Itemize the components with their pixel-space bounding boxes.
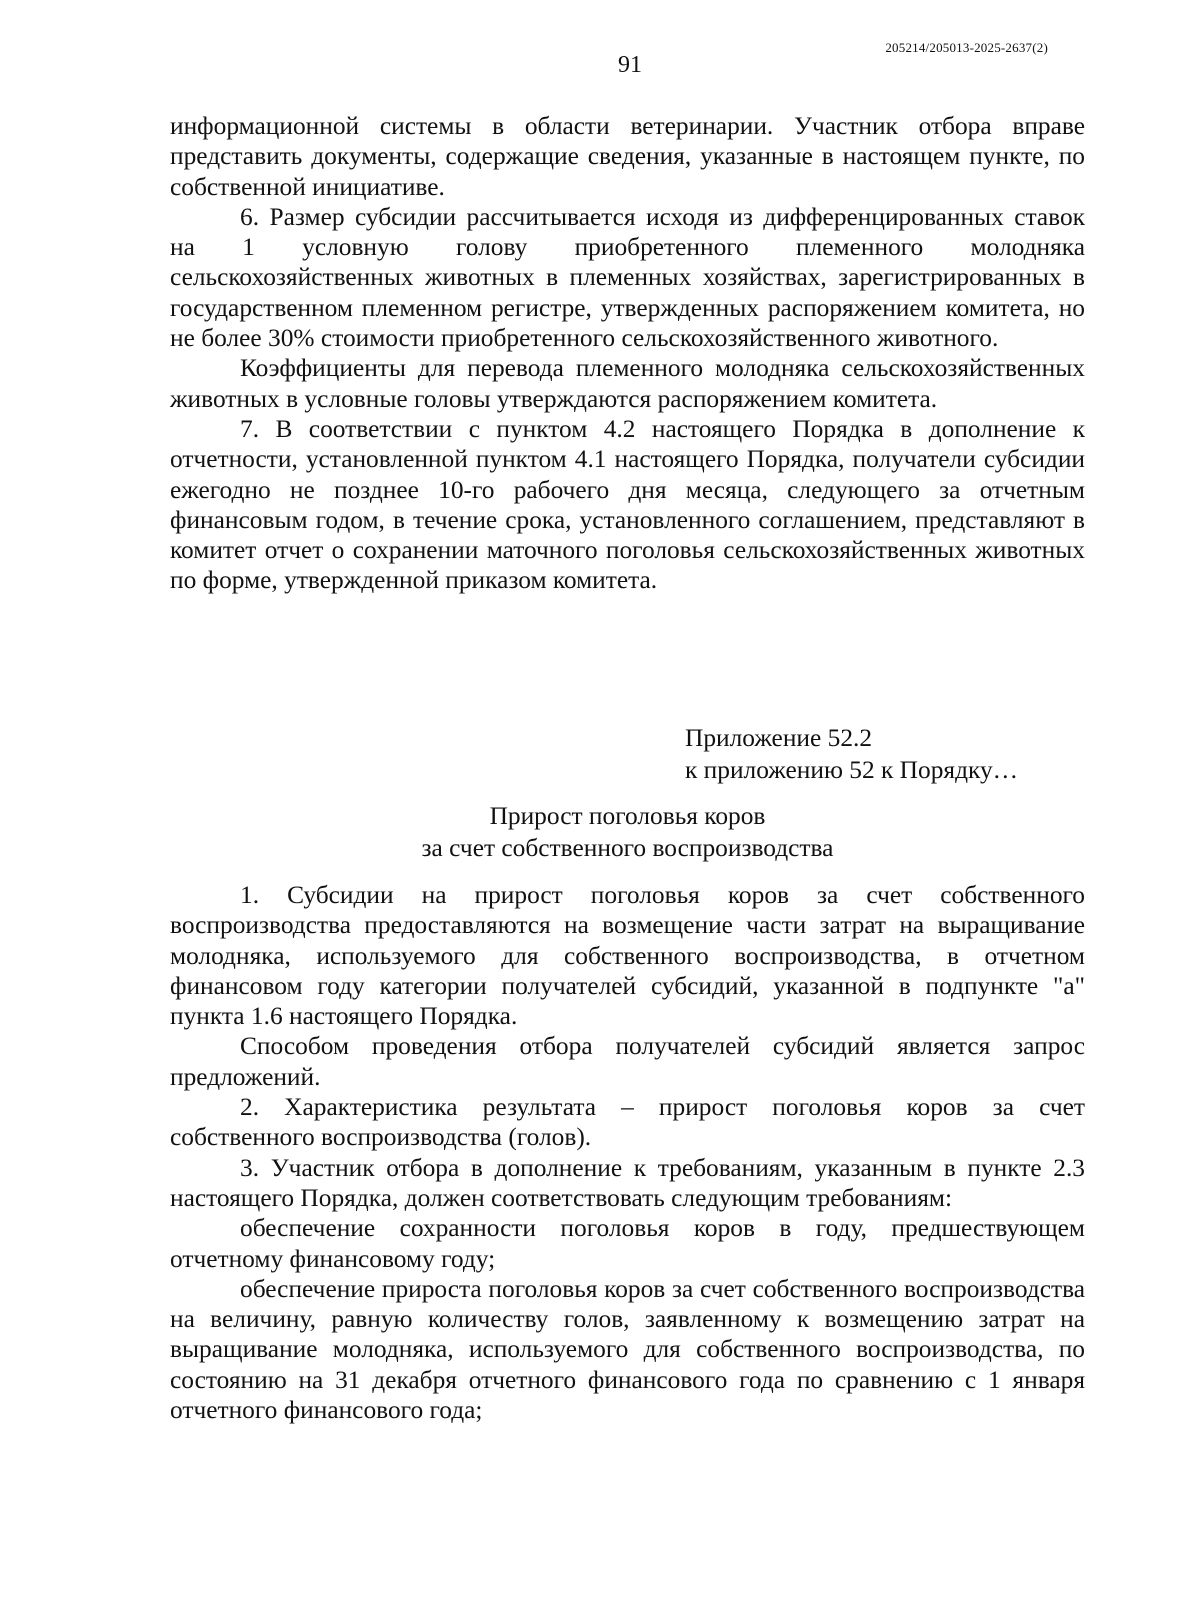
section-title-line-1: Прирост поголовья коров	[489, 802, 766, 830]
paragraph-item-1: 1. Субсидии на прирост поголовья коров за счет собственного воспроизводства предоставляются на возмещение части затрат на выращивание молодняка, используемого для собственного воспроизводства, в отчетном финансовом году категории получателей субсидий, указанной в подпункте "а" пункта 1.6 настоящего Порядка.	[170, 881, 1085, 1031]
paragraph-requirement-1: обеспечение сохранности поголовья коров в году, предшествующем отчетному финансовому году;	[170, 1214, 1085, 1273]
paragraph-item-2: 2. Характеристика результата – прирост поголовья коров за счет собственного воспроизводства (голов).	[170, 1093, 1085, 1152]
appendix-heading	[685, 722, 1018, 786]
paragraph-requirement-2: обеспечение прироста поголовья коров за счет собственного воспроизводства на величину, равную количеству голов, заявленному к возмещению затрат на выращивание молодняка, используемого для собственного воспроизводства, по состоянию на 31 декабря отчетного финансового года по сравнению с 1 января отчетного финансового года;	[170, 1274, 1085, 1425]
body-text-top	[170, 111, 1085, 596]
appendix-line-2: к приложению 52 к Порядку…	[685, 756, 1019, 784]
page-number: 91	[618, 52, 642, 78]
paragraph-continuation: информационной системы в области ветеринарии. Участник отбора вправе представить документы, содержащие сведения, указанные в настоящем пункте, по собственной инициативе.	[170, 112, 1085, 201]
paragraph-item-3: 3. Участник отбора в дополнение к требованиям, указанным в пункте 2.3 настоящего Порядка, должен соответствовать следующим требованиям:	[170, 1153, 1085, 1212]
paragraph-item-6: 6. Размер субсидии рассчитывается исходя из дифференцированных ставок на 1 условную голову приобретенного племенного молодняка сельскохозяйственных животных в племенных хозяйствах, зарегистрированных в государственном племенном регистре, утвержденных распоряжением комитета, но не более 30% стоимости приобретенного сельскохозяйственного животного.	[170, 202, 1085, 353]
paragraph-selection-method: Способом проведения отбора получателей субсидий является запрос предложений.	[170, 1032, 1085, 1091]
paragraph-item-7: 7. В соответствии с пунктом 4.2 настоящего Порядка в дополнение к отчетности, установленной пунктом 4.1 настоящего Порядка, получатели субсидии ежегодно не позднее 10-го рабочего дня месяца, следующего за отчетным финансовым годом, в течение срока, установленного соглашением, представляют в комитет отчет о сохранении маточного поголовья сельскохозяйственных животных по форме, утвержденной приказом комитета.	[170, 414, 1085, 595]
body-text-bottom	[170, 880, 1085, 1425]
appendix-line-1: Приложение 52.2	[685, 724, 873, 752]
document-code: 205214/205013-2025-2637(2)	[885, 40, 1048, 55]
section-title	[170, 800, 1085, 864]
section-title-line-2: за счет собственного воспроизводства	[421, 834, 834, 862]
paragraph-coefficients: Коэффициенты для перевода племенного молодняка сельскохозяйственных животных в условные головы утверждаются распоряжением комитета.	[170, 354, 1085, 413]
